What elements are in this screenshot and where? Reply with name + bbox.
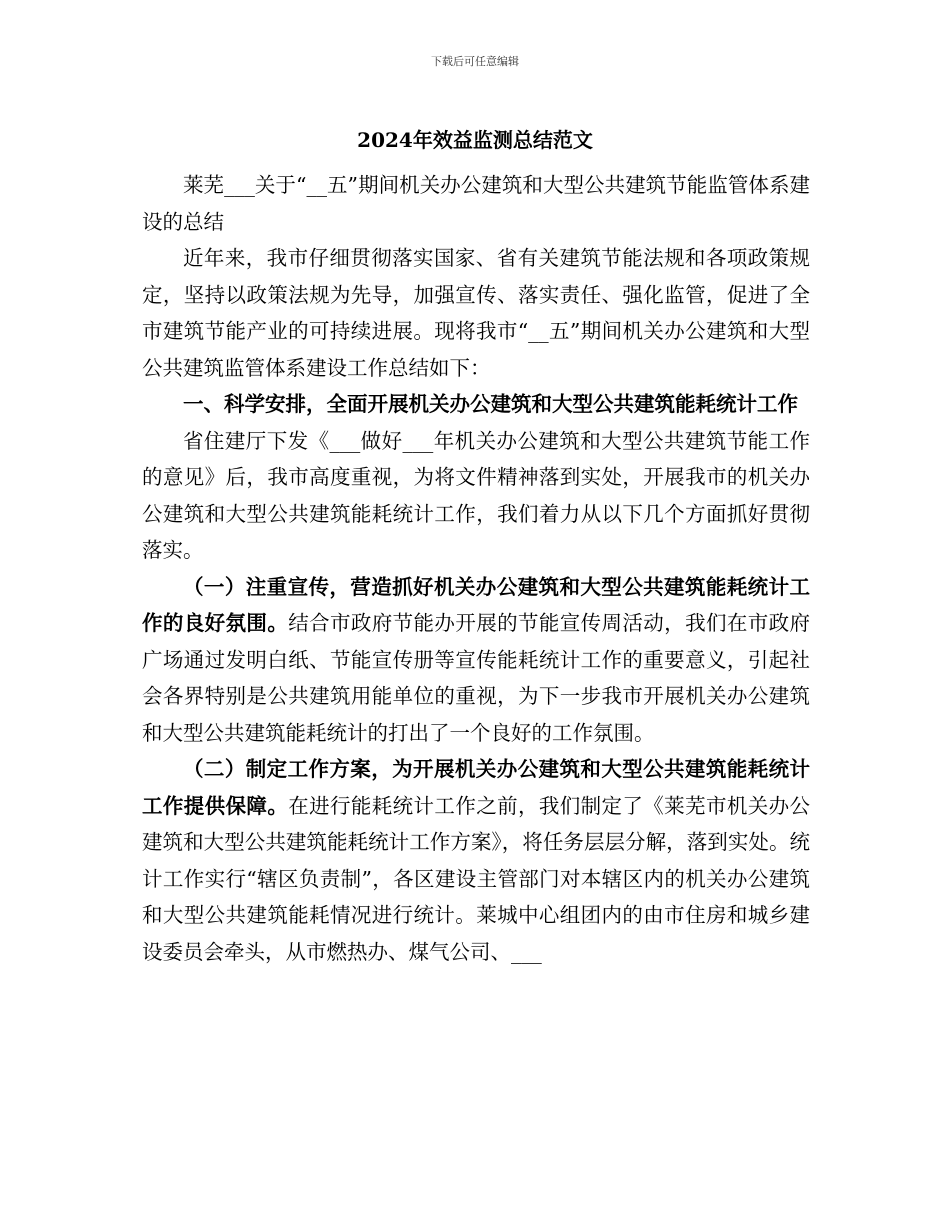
subsection-1-text: 结合市政府节能办开展的节能宣传周活动，我们在市政府广场通过发明白纸、节能宣传册等宣传能耗统计工作的重要意义，引起社会各界特别是公共建筑用能单位的重视，为下一步我市开展机关办公建筑和大型公共建筑能耗统计的打出了一个良好的工作氛围。 <box>142 611 811 745</box>
subsection-1-heading: （一）注重宣传，营造抓好机关办公建筑和大型公共建筑能耗统计工作的良好氛围。 <box>142 574 810 635</box>
subsection-1-paragraph <box>142 569 810 752</box>
section-heading-1: 一、科学安排，全面开展机关办公建筑和大型公共建筑能耗统计工作 <box>183 392 798 416</box>
subsection-2-paragraph <box>142 751 810 970</box>
section-1-paragraph: 省住建厅下发《___做好___年机关办公建筑和大型公共建筑节能工作的意见》后，我市高度重视，为将文件精神落到实处，开展我市的机关办公建筑和大型公共建筑能耗统计工作，我们着力从以下几个方面抓好贯彻落实。 <box>142 428 810 562</box>
header-note: 下载后可任意编辑 <box>431 55 519 68</box>
document-title: 2024年效益监测总结范文 <box>357 128 593 152</box>
subsection-2-heading: （二）制定工作方案，为开展机关办公建筑和大型公共建筑能耗统计工作提供保障。 <box>142 757 810 818</box>
intro-paragraph: 莱芜___关于“__五”期间机关办公建筑和大型公共建筑节能监管体系建设的总结 <box>142 173 810 234</box>
overview-paragraph: 近年来，我市仔细贯彻落实国家、省有关建筑节能法规和各项政策规定，坚持以政策法规为先导，加强宣传、落实责任、强化监管，促进了全市建筑节能产业的可持续进展。现将我市“__五”期间机关办公建筑和大型公共建筑监管体系建设工作总结如下： <box>142 246 810 380</box>
document-body <box>142 167 810 970</box>
subsection-2-text: 在进行能耗统计工作之前，我们制定了《莱芜市机关办公建筑和大型公共建筑能耗统计工作方案》，将任务层层分解，落到实处。统计工作实行“辖区负责制”，各区建设主管部门对本辖区内的机关办公建筑和大型公共建筑能耗情况进行统计。莱城中心组团内的由市住房和城乡建设委员会牵头，从市燃热办、煤气公司、___ <box>142 793 811 964</box>
